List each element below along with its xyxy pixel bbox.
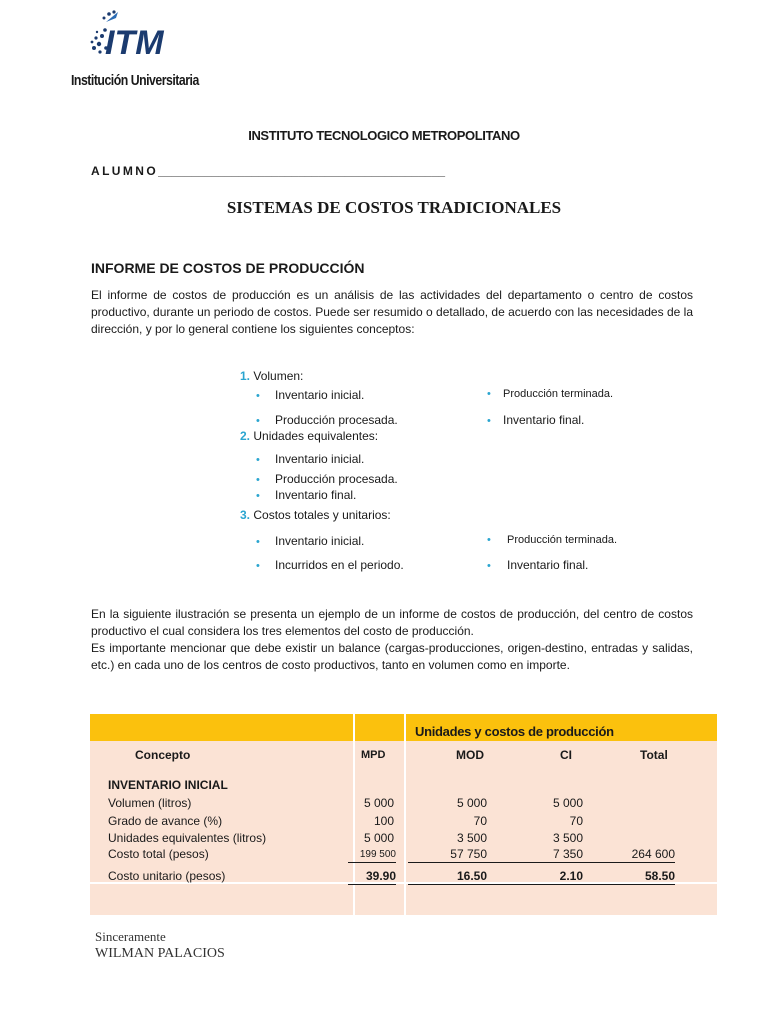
table-cell: 100 [373, 814, 394, 828]
student-line: ___________________________________________ [158, 164, 446, 178]
table-row-label: Costo unitario (pesos) [108, 869, 226, 883]
list-number-1: 1. [240, 369, 251, 383]
table-banner: Unidades y costos de producción [415, 724, 614, 739]
list-subitem: • Inventario inicial. [256, 534, 365, 548]
table-cell: 5 000 [363, 831, 394, 845]
table-cell: 5 000 [552, 796, 583, 810]
logo-text: ITM [105, 24, 164, 60]
list-label-1: Volumen: [253, 369, 304, 383]
table-cell: 7 350 [487, 847, 583, 863]
list-subitem: • Inventario final. [487, 558, 589, 572]
bullet-icon: • [487, 388, 491, 400]
section-title: INFORME DE COSTOS DE PRODUCCIÓN [91, 260, 365, 276]
list-subitem: • Incurridos en el periodo. [256, 558, 404, 572]
list-number-3: 3. [240, 508, 251, 522]
table-row-label: Costo total (pesos) [108, 847, 209, 861]
signature-name: WILMAN PALACIOS [95, 946, 225, 961]
student-label: ALUMNO [91, 164, 159, 178]
institute-name: INSTITUTO TECNOLOGICO METROPOLITANO [248, 128, 520, 143]
itm-logo-icon [88, 8, 168, 60]
list-subitem: • Producción terminada. [487, 534, 618, 546]
header-ci: CI [560, 748, 572, 762]
list-label-3: Costos totales y unitarios: [253, 508, 391, 522]
list-subitem: • Inventario inicial. [256, 388, 365, 402]
table-cell: 3 500 [552, 831, 583, 845]
list-subitem: • Inventario final. [256, 488, 357, 502]
column-divider [404, 714, 406, 915]
table-cell: 57 750 [408, 847, 487, 863]
list-item-1 [240, 369, 303, 383]
bullet-icon: • [256, 536, 260, 548]
table-cell: 70 [569, 814, 583, 828]
section-label: INVENTARIO INICIAL [108, 778, 228, 792]
bullet-icon: • [256, 490, 260, 502]
bullet-icon: • [487, 560, 491, 572]
table-cell: 16.50 [408, 869, 487, 885]
table-cell: 264 600 [583, 847, 675, 863]
institution-type: Institución Universitaria [71, 72, 199, 89]
illustration-paragraph: En la siguiente ilustración se presenta un ejemplo de un informe de costos de producción, del centro de costos productivo el cual considera los tres elementos del costo de producción. Es importante mencionar que debe existir un balance (cargas-producciones, origen-destino, entradas y salidas, etc.) en cada uno de los centros de costo productivos, tanto en volumen como en importe. [91, 607, 693, 672]
list-subitem: • Producción procesada. [256, 413, 398, 427]
intro-paragraph: El informe de costos de producción es un análisis de las actividades del departamento o centro de costos productivo, durante un periodo de costos. Puede ser resumido o detallado, de acuerdo con las necesidades de la dirección, y por lo general contiene los siguientes conceptos: [91, 288, 693, 336]
bullet-icon: • [487, 415, 491, 427]
header-concept: Concepto [135, 748, 191, 762]
list-subitem: • Inventario final. [487, 413, 585, 427]
bullet-icon: • [256, 415, 260, 427]
bullet-icon: • [256, 454, 260, 466]
table-cell: 5 000 [456, 796, 487, 810]
table-row-label: Volumen (litros) [108, 796, 192, 810]
header-total: Total [640, 748, 668, 762]
bullet-icon: • [256, 560, 260, 572]
table-cell: 5 000 [363, 796, 394, 810]
bullet-icon: • [256, 474, 260, 486]
student-field[interactable] [91, 164, 445, 178]
table-cell: 2.10 [487, 869, 583, 885]
list-subitem: • Producción procesada. [256, 472, 398, 486]
table-row-label: Unidades equivalentes (litros) [108, 831, 267, 845]
list-subitem: • Producción terminada. [487, 388, 614, 400]
list-number-2: 2. [240, 429, 251, 443]
header-mod: MOD [456, 748, 484, 762]
closing: Sinceramente [95, 929, 166, 944]
list-subitem: • Inventario inicial. [256, 452, 365, 466]
table-cell: 58.50 [583, 869, 675, 885]
bullet-icon: • [256, 390, 260, 402]
list-item-3 [240, 508, 391, 522]
list-item-2 [240, 429, 378, 443]
page-title: SISTEMAS DE COSTOS TRADICIONALES [226, 198, 562, 217]
table-cell: 3 500 [456, 831, 487, 845]
table-cell: 70 [473, 814, 487, 828]
bullet-icon: • [487, 534, 491, 546]
header-mpd: MPD [361, 749, 386, 761]
list-label-2: Unidades equivalentes: [253, 429, 379, 443]
table-row-label: Grado de avance (%) [108, 814, 223, 828]
table-cell: 199 500 [348, 849, 396, 863]
table-cell: 39.90 [348, 869, 396, 885]
